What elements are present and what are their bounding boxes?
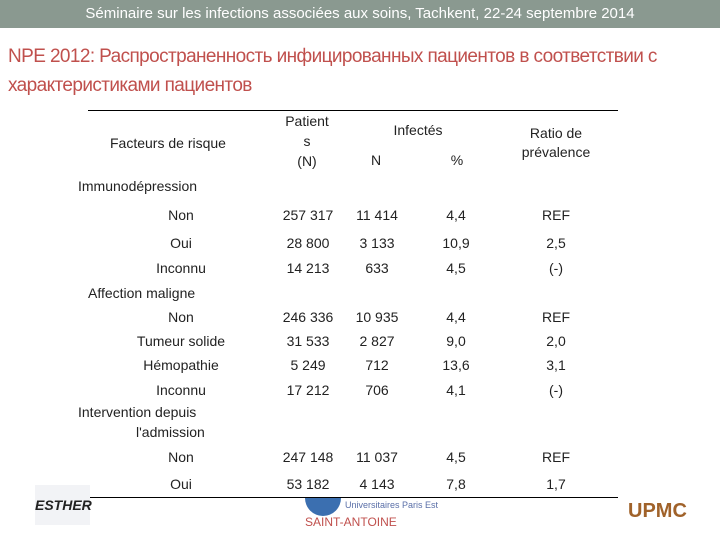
risk-factor-cell: Non xyxy=(168,207,194,223)
slide-header: Séminaire sur les infections associées aux soins, Tachkent, 22-24 septembre 2014 xyxy=(0,0,720,28)
group-label: Immunodépression xyxy=(78,178,198,194)
infected-n-cell: 2 827 xyxy=(359,333,395,349)
patients-cell: 28 800 xyxy=(286,235,330,251)
table-bottom-rule xyxy=(88,497,618,498)
infected-pct-cell: 4,1 xyxy=(446,382,466,398)
university-logo-mark xyxy=(305,498,341,516)
patients-cell: 14 213 xyxy=(286,260,330,276)
infected-pct-cell: 10,9 xyxy=(442,235,470,251)
group-label: Affection maligne xyxy=(88,285,196,301)
ratio-cell: 2,5 xyxy=(546,235,566,251)
ratio-cell: (-) xyxy=(549,260,563,276)
upmc-logo: UPMC xyxy=(628,500,687,522)
slide-title: NPE 2012: Распространенность инфицированных пациентов в соответствии с характеристиками пациентов xyxy=(8,46,657,96)
ratio-cell: REF xyxy=(542,449,570,465)
patients-cell: 257 317 xyxy=(282,207,334,223)
infected-n-cell: 10 935 xyxy=(355,309,399,325)
col-risk-header: Facteurs de risque xyxy=(110,135,226,151)
risk-factor-cell: Tumeur solide xyxy=(136,333,226,349)
col-pct-header: % xyxy=(450,152,464,168)
infected-pct-cell: 4,4 xyxy=(446,207,466,223)
infected-pct-cell: 9,0 xyxy=(446,333,466,349)
ratio-cell: REF xyxy=(542,309,570,325)
infected-n-cell: 633 xyxy=(365,260,389,276)
university-logo-text: Universitaires Paris Est xyxy=(345,500,439,510)
col-patients-header-2: s xyxy=(303,133,311,149)
ratio-cell: 2,0 xyxy=(546,333,566,349)
col-patients-header-1: Patient xyxy=(285,113,329,129)
patients-cell: 17 212 xyxy=(286,382,330,398)
patients-cell: 246 336 xyxy=(282,309,334,325)
ratio-cell: 1,7 xyxy=(546,476,566,492)
ratio-cell: 3,1 xyxy=(546,357,566,373)
infected-n-cell: 4 143 xyxy=(359,476,395,492)
risk-factor-cell: Inconnu xyxy=(156,382,206,398)
risk-factor-cell: Hémopathie xyxy=(143,357,219,373)
infected-n-cell: 11 414 xyxy=(356,207,398,223)
col-ratio-header-1: Ratio de xyxy=(529,125,583,141)
patients-cell: 53 182 xyxy=(286,476,330,492)
patients-cell: 247 148 xyxy=(282,449,334,465)
risk-factor-cell: Non xyxy=(168,449,194,465)
col-patients-header-3: (N) xyxy=(297,153,317,169)
risk-factor-cell: Oui xyxy=(170,235,192,251)
esther-logo: ESTHER xyxy=(35,485,90,525)
infected-n-cell: 712 xyxy=(365,357,389,373)
risk-factor-cell: Inconnu xyxy=(156,260,206,276)
infected-pct-cell: 13,6 xyxy=(442,357,470,373)
col-n-header: N xyxy=(370,152,382,168)
infected-n-cell: 3 133 xyxy=(359,235,395,251)
infected-pct-cell: 4,5 xyxy=(446,449,466,465)
patients-cell: 5 249 xyxy=(290,357,326,373)
ratio-cell: (-) xyxy=(549,382,563,398)
infected-n-cell: 11 037 xyxy=(356,449,398,465)
group-label-cont: l'admission xyxy=(136,424,205,440)
group-label: Intervention depuis xyxy=(78,404,197,420)
infected-n-cell: 706 xyxy=(365,382,389,398)
risk-factor-cell: Non xyxy=(168,309,194,325)
ratio-cell: REF xyxy=(542,207,570,223)
table-top-rule xyxy=(88,110,618,111)
col-infected-header: Infectés xyxy=(393,122,443,138)
saint-antoine-logo: SAINT-ANTOINE xyxy=(305,515,397,529)
col-ratio-header-2: prévalence xyxy=(521,144,591,160)
infected-pct-cell: 4,5 xyxy=(446,260,466,276)
risk-factor-cell: Oui xyxy=(170,476,192,492)
patients-cell: 31 533 xyxy=(286,333,330,349)
infected-pct-cell: 4,4 xyxy=(446,309,466,325)
infected-pct-cell: 7,8 xyxy=(446,476,466,492)
